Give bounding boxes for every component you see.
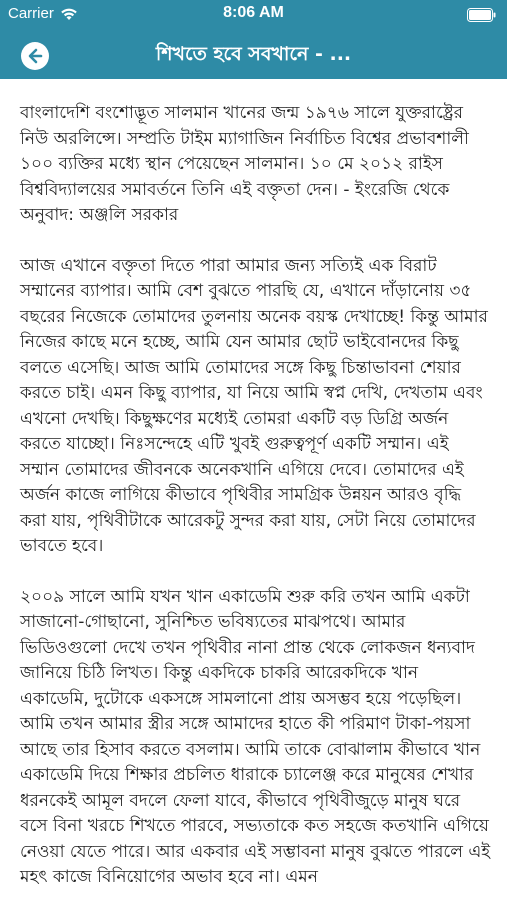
nav-bar bbox=[0, 30, 507, 79]
status-bar bbox=[0, 0, 507, 30]
status-time: 8:06 AM bbox=[223, 4, 284, 21]
article-body bbox=[0, 79, 507, 891]
arrow-left-icon bbox=[27, 48, 43, 64]
article-paragraph: আজ এখানে বক্তৃতা দিতে পারা আমার জন্য সত্যিই এক বিরাট সম্মানের ব্যাপার। আমি বেশ বুঝতে পারছি যে, এখানে দাঁড়ানোয় ৩৫ বছরের নিজেকে তোমাদের তুলনায় অনেক বয়স্ক দেখাচ্ছে! কিন্তু আমার নিজের কাছে মনে হচ্ছে, আমি যেন আমার ছোট ভাইবোনদের কিছু বলতে এসেছি। আজ আমি তোমাদের সঙ্গে কিছু চিন্তাভাবনা শেয়ার করতে চাই। এমন কিছু ব্যাপার, যা নিয়ে আমি স্বপ্ন দেখি, দেখতাম এবং এখনো দেখছি। কিছুক্ষণের মধ্যেই তোমরা একটি বড় ডিগ্রি অর্জন করতে যাচ্ছো। নিঃসন্দেহে এটি খুবই গুরুত্বপূর্ণ একটি সম্মান। এই সম্মান তোমাদের জীবনকে অনেকখানি এগিয়ে দেবে। তোমাদের এই অর্জন কাজে লাগিয়ে কীভাবে পৃথিবীর সামগ্রিক উন্নয়ন আরও বৃদ্ধি করা যায়, পৃথিবীটাকে আরেকটু সুন্দর করা যায়, সেটা নিয়ে তোমাদের ভাবতে হবে। bbox=[20, 255, 488, 556]
back-button[interactable] bbox=[21, 42, 49, 70]
intro-paragraph: বাংলাদেশি বংশোদ্ভূত সালমান খানের জন্ম ১৯৭৬ সালে যুক্তরাষ্ট্রের নিউ অরলিন্সে। সম্প্রতি টাইম ম্যাগাজিন নির্বাচিত বিশ্বের প্রভাবশালী ১০০ ব্যক্তির মধ্যে স্থান পেয়েছেন সালমান। ১০ মে ২০১২ রাইস বিশ্ববিদ্যালয়ের সমাবর্তনে তিনি এই বক্তৃতা দেন। - ইংরেজি থেকে অনুবাদ: অঞ্জলি সরকার bbox=[20, 103, 469, 225]
app-header bbox=[0, 0, 507, 79]
battery-icon bbox=[467, 8, 497, 22]
carrier-label: Carrier bbox=[8, 5, 54, 22]
page-title: শিখতে হবে সবখানে - ... bbox=[155, 43, 352, 65]
article-scroll-area[interactable] bbox=[0, 79, 507, 900]
article-paragraph: ২০০৯ সালে আমি যখন খান একাডেমি শুরু করি তখন আমি একটা সাজানো-গোছানো, সুনিশ্চিত ভবিষ্যতের মাঝপথে। আমার ভিডিওগুলো দেখে তখন পৃথিবীর নানা প্রান্ত থেকে লোকজন ধন্যবাদ জানিয়ে চিঠি লিখত। কিন্তু একদিকে চাকরি আরেকদিকে খান একাডেমি, দুটোকে একসঙ্গে সামলানো প্রায় অসম্ভব হয়ে পড়েছিল। আমি তখন আমার স্ত্রীর সঙ্গে আমাদের হাতে কী পরিমাণ টাকা-পয়সা আছে তার হিসাব করতে বসলাম। আমি তাকে বোঝালাম কীভাবে খান একাডেমি দিয়ে শিক্ষার প্রচলিত ধারাকে চ্যালেঞ্জ করে মানুষের শেখার ধরনকেই আমূল বদলে ফেলা যাবে, কীভাবে পৃথিবীজুড়ে মানুষ ঘরে বসে বিনা খরচে শিখতে পারবে, সভ্যতাকে কত সহজে কতখানি এগিয়ে নেওয়া যেতে পারে। আর একবার এই সম্ভাবনা মানুষ বুঝতে পারলে এই মহৎ কাজে বিনিয়োগের অভাব হবে না। এমন bbox=[20, 586, 491, 887]
